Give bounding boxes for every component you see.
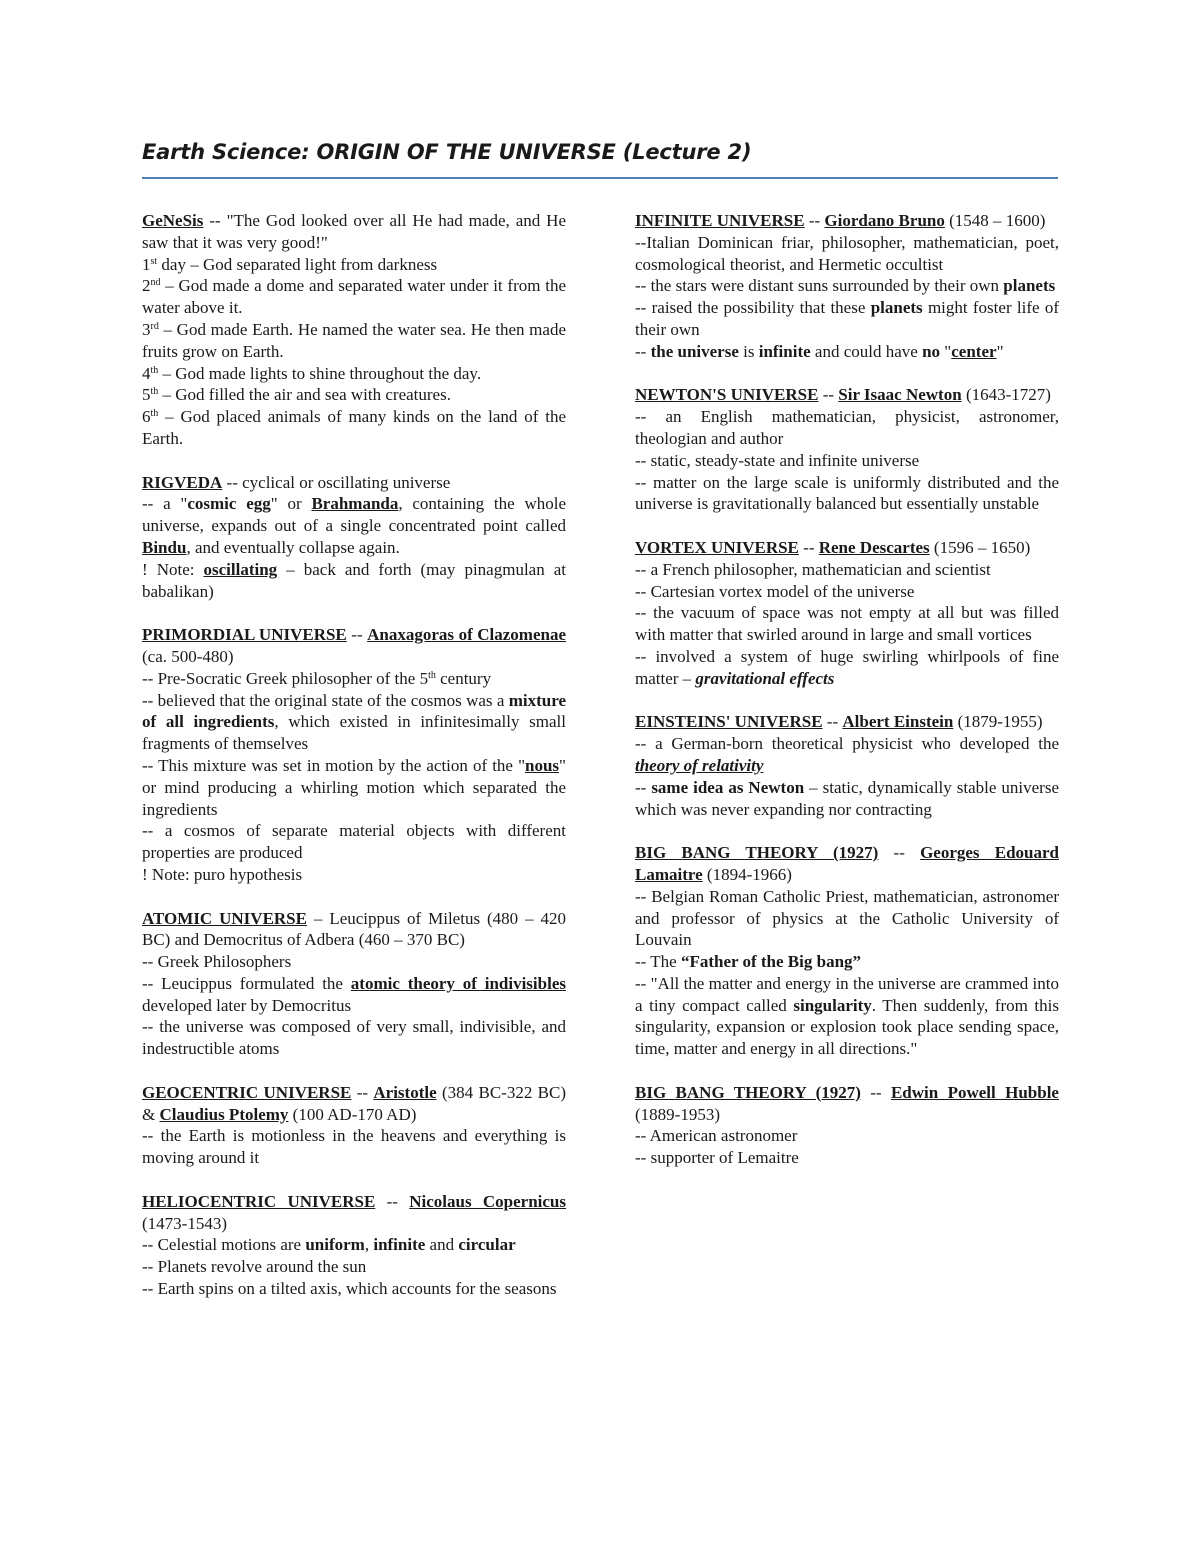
section-heading: NEWTON'S UNIVERSE (635, 385, 819, 405)
newton-point: -- matter on the large scale is uniformly distributed and the universe is gravitationally balanced but essentially unstable (635, 472, 1059, 514)
bigbang-point: -- American astronomer (635, 1126, 798, 1146)
newton-point: -- an English mathematician, physicist, astronomer, theologian and author (635, 407, 1059, 448)
primordial-point: -- This mixture was set in motion by the action of the "nous" or mind producing a whirling motion which separated the ingredients (142, 755, 566, 819)
genesis-day-3: 3rd – God made Earth. He named the water sea. He then made fruits grow on Earth. (142, 319, 566, 361)
section-heading: BIG BANG THEORY (1927) (635, 1082, 861, 1102)
newton-point: -- static, steady-state and infinite universe (635, 450, 920, 470)
heliocentric-heading-line: HELIOCENTRIC UNIVERSE -- Nicolaus Copernicus (1473-1543) (142, 1191, 566, 1233)
genesis-day-2: 2nd – God made a dome and separated water under it from the water above it. (142, 276, 566, 318)
bigbang-point: -- supporter of Lemaitre (635, 1148, 799, 1168)
genesis-day-1: 1st day – God separated light from darkness (142, 254, 438, 274)
section-geocentric (142, 1082, 566, 1169)
bigbang-point: -- The “Father of the Big bang” (635, 952, 862, 972)
atomic-point: -- Leucippus formulated the atomic theory of indivisibles developed later by Democritus (142, 973, 566, 1015)
vortex-point: -- Cartesian vortex model of the universe (635, 581, 915, 601)
genesis-day-5: 5th – God filled the air and sea with creatures. (142, 385, 451, 405)
vortex-heading-line: VORTEX UNIVERSE -- Rene Descartes (1596 – 1650) (635, 537, 1031, 557)
primordial-point: -- Pre-Socratic Greek philosopher of the 5th century (142, 668, 492, 688)
primordial-note: ! Note: puro hypothesis (142, 864, 303, 884)
section-primordial (142, 624, 566, 886)
section-heading: EINSTEINS' UNIVERSE (635, 712, 823, 732)
genesis-intro: GeNeSis -- "The God looked over all He had made, and He saw that it was very good!" (142, 211, 566, 252)
genesis-day-4: 4th – God made lights to shine throughout the day. (142, 363, 482, 383)
page-title: Earth Science: ORIGIN OF THE UNIVERSE (Lecture 2) (142, 140, 752, 164)
newton-heading-line: NEWTON'S UNIVERSE -- Sir Isaac Newton (1643-1727) (635, 385, 1051, 405)
genesis-day-6: 6th – God placed animals of many kinds on the land of the Earth. (142, 407, 566, 448)
infinite-point: -- the universe is infinite and could have no "center" (635, 341, 1004, 361)
heliocentric-point: -- Planets revolve around the sun (142, 1257, 367, 1277)
einstein-point: -- a German-born theoretical physicist who developed the theory of relativity (635, 734, 1059, 775)
geocentric-heading-line: GEOCENTRIC UNIVERSE -- Aristotle (384 BC-322 BC) & Claudius Ptolemy (100 AD-170 AD) (142, 1082, 567, 1124)
einstein-heading-line: EINSTEINS' UNIVERSE -- Albert Einstein (1879-1955) (635, 712, 1043, 732)
section-heading: VORTEX UNIVERSE (635, 537, 799, 557)
section-heading: HELIOCENTRIC UNIVERSE (142, 1191, 376, 1211)
section-infinite (635, 210, 1059, 363)
rigveda-note: ! Note: oscillating – back and forth (may pinagmulan at babalikan) (142, 559, 567, 601)
heliocentric-point: -- Celestial motions are uniform, infinite and circular (142, 1235, 516, 1255)
atomic-point: -- Greek Philosophers (142, 952, 292, 972)
section-rigveda (142, 472, 566, 603)
einstein-point: -- same idea as Newton – static, dynamically stable universe which was never expanding nor contracting (635, 777, 1059, 819)
geocentric-point: -- the Earth is motionless in the heavens and everything is moving around it (142, 1126, 566, 1168)
primordial-heading-line: PRIMORDIAL UNIVERSE -- Anaxagoras of Clazomenae (ca. 500-480) (142, 625, 567, 666)
infinite-point: -- the stars were distant suns surrounded by their own planets (635, 276, 1056, 296)
rigveda-point: -- a "cosmic egg" or Brahmanda, containing the whole universe, expands out of a single concentrated point called Bindu, and eventually collapse again. (142, 494, 567, 557)
bigbang-heading-line: BIG BANG THEORY (1927) -- Georges Edouard Lamaitre (1894-1966) (635, 843, 1059, 884)
section-heading: GEOCENTRIC UNIVERSE (142, 1082, 352, 1102)
heliocentric-point: -- Earth spins on a tilted axis, which accounts for the seasons (142, 1279, 557, 1299)
section-atomic (142, 908, 566, 1061)
section-heading: ATOMIC UNIVERSE (142, 908, 307, 928)
left-column (142, 210, 566, 1322)
bigbang-heading-line: BIG BANG THEORY (1927) -- Edwin Powell Hubble (1889-1953) (635, 1082, 1059, 1124)
vortex-point: -- a French philosopher, mathematician and scientist (635, 559, 991, 579)
section-heading: PRIMORDIAL UNIVERSE (142, 625, 347, 645)
right-column (635, 210, 1059, 1191)
vortex-point: -- involved a system of huge swirling whirlpools of fine matter – gravitational effects (635, 646, 1059, 688)
rigveda-heading-line: RIGVEDA -- cyclical or oscillating universe (142, 472, 451, 492)
infinite-heading-line: INFINITE UNIVERSE -- Giordano Bruno (1548 – 1600) (635, 211, 1046, 230)
infinite-point: --Italian Dominican friar, philosopher, mathematician, poet, cosmological theorist, and Hermetic occultist (635, 232, 1059, 274)
section-vortex (635, 537, 1059, 690)
atomic-heading-line: ATOMIC UNIVERSE – Leucippus of Miletus (480 – 420 BC) and Democritus of Adbera (460 – 370 BC) (142, 908, 566, 950)
section-einstein (635, 711, 1059, 820)
primordial-point: -- believed that the original state of the cosmos was a mixture of all ingredients, which existed in infinitesimally small fragments of themselves (142, 690, 566, 754)
section-heading: RIGVEDA (142, 472, 223, 492)
atomic-point: -- the universe was composed of very small, indivisible, and indestructible atoms (142, 1017, 566, 1059)
primordial-point: -- a cosmos of separate material objects with different properties are produced (142, 821, 566, 863)
section-heading: BIG BANG THEORY (1927) (635, 843, 879, 863)
section-genesis (142, 210, 566, 450)
section-newton (635, 384, 1059, 515)
section-big-bang-hubble (635, 1082, 1059, 1169)
vortex-point: -- the vacuum of space was not empty at all but was filled with matter that swirled around in large and small vortices (635, 603, 1059, 645)
section-heading: INFINITE UNIVERSE (635, 211, 805, 230)
section-big-bang-lemaitre (635, 842, 1059, 1060)
bigbang-point: -- "All the matter and energy in the universe are crammed into a tiny compact called singularity. Then suddenly, from this singularity, expansion or explosion took place sending space, time, matter and energy in all directions." (635, 973, 1059, 1059)
section-heliocentric (142, 1191, 566, 1300)
title-rule (142, 177, 1058, 179)
bigbang-point: -- Belgian Roman Catholic Priest, mathematician, astronomer and professor of physics at the Catholic University of Louvain (635, 886, 1059, 950)
section-heading: GeNeSis (142, 211, 204, 230)
infinite-point: -- raised the possibility that these planets might foster life of their own (635, 298, 1059, 339)
